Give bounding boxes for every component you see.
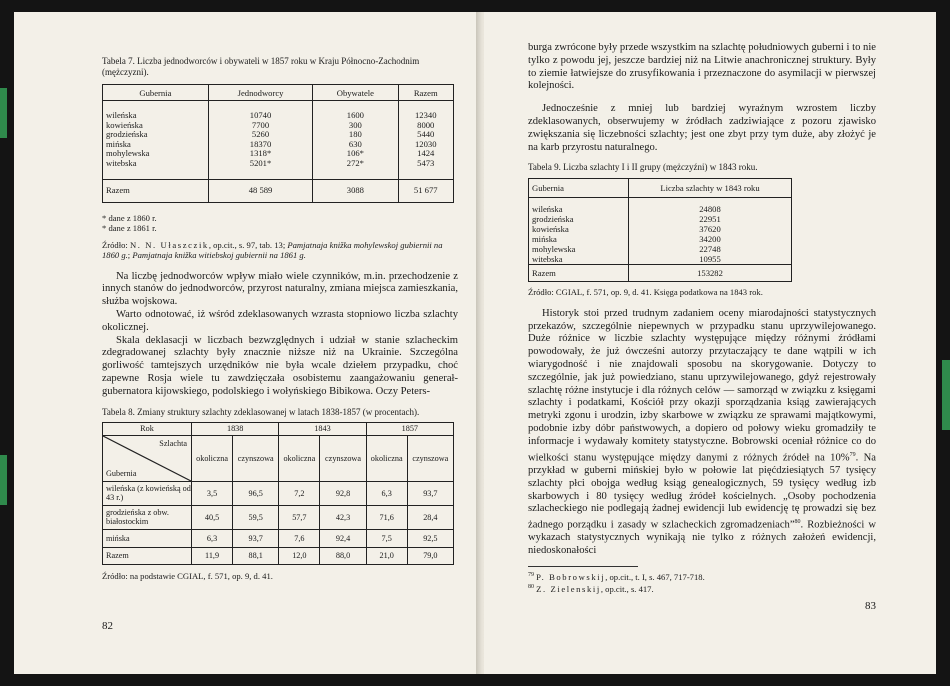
page-number: 83 xyxy=(865,600,876,612)
footnote-ref: 79 xyxy=(849,451,856,458)
table-row: wileńska 24808 xyxy=(529,204,792,214)
table-header: 1843 xyxy=(279,422,366,435)
table-header: Gubernia xyxy=(529,179,629,198)
table-header: Razem xyxy=(398,85,454,101)
footnote-ref: 80 xyxy=(794,519,801,526)
table-header: Rok xyxy=(103,422,192,435)
table-row: witebska 10955 xyxy=(529,254,792,265)
table-row: mińska 18370 630 12030 xyxy=(103,140,454,150)
table-row: wileńska 10740 1600 12340 xyxy=(103,111,454,121)
right-page xyxy=(484,12,936,674)
table-row: mińska 34200 xyxy=(529,234,792,244)
table-row: wileńska (z kowieńską od 43 r.) 3,5 96,5 7,2 92,8 6,3 93,7 xyxy=(103,481,454,505)
table-note: * dane z 1861 r. xyxy=(102,223,157,234)
body-text xyxy=(528,308,876,558)
table8 xyxy=(102,422,454,565)
table-header: Jednodworcy xyxy=(208,85,312,101)
page-number: 82 xyxy=(102,620,113,632)
page-tab-marker xyxy=(942,360,950,430)
table-header: Liczba szlachty w 1843 roku xyxy=(629,179,792,198)
table-total-row: Razem 11,9 88,1 12,0 88,0 21,0 79,0 xyxy=(103,547,454,564)
body-text xyxy=(102,271,458,399)
footnote: $^{80}$ Z. Zielenskij, op.cit., s. 417. xyxy=(528,584,654,595)
table-header: Obywatele xyxy=(313,85,398,101)
table-row: mohylewska 1318* 106* 1424 xyxy=(103,149,454,159)
table-note: * dane z 1860 r. xyxy=(102,212,157,223)
table-row: grodzieńska 5260 180 5440 xyxy=(103,130,454,140)
footnote: $^{79}$ P. Bobrowskij, op.cit., t. I, s. 467, 717-718. xyxy=(528,571,705,582)
table9-source: Źródło: CGIAL, f. 571, op. 9, d. 41. Księga podatkowa na 1843 rok. xyxy=(528,287,763,298)
table-row: witebska 5201* 272* 5473 xyxy=(103,159,454,169)
table8-source: Źródło: na podstawie CGIAL, f. 571, op. 9, d. 41. xyxy=(102,570,273,581)
table-header: okoliczna xyxy=(366,435,407,481)
paragraph: Jednocześnie z mniej lub bardziej wyraźnym wzrostem liczby zdeklasowanych, obserwujemy w źródłach zadziwiające z pozoru zjawisko zwiększania się liczebności szlachty; jest one zbyt przy tym duże, aby złożyć je na karb przyrostu naturalnego. xyxy=(528,103,876,153)
table-row: mińska 6,3 93,7 7,6 92,4 7,5 92,5 xyxy=(103,529,454,547)
table-row: grodzieńska z obw. białostockim 40,5 59,5 57,7 42,3 71,6 28,4 xyxy=(103,505,454,529)
paragraph: Skala deklasacji w liczbach bezwzględnych i udział w stanie szlacheckim zdegradowanej szlachty były znacznie niższe niż na Ukrainie. Szczególna gorliwość tamtejszych urzędników nie była wcale dziełem przypadku, choć zapewne Rosja wiele tu zawdzięczała osobistemu zaangażowaniu generał-gubernatora kijowskiego, podolskiego i wołyńskiego Bibikowa. Oczy Peters- xyxy=(102,334,458,397)
table-header: czynszowa xyxy=(320,435,366,481)
table-total-row: Razem 48 589 3088 51 677 xyxy=(103,179,454,202)
table7-source: Źródło: N. N. Ułaszczik, op.cit., s. 97, tab. 13; Pamjatnaja knižka mohylewskoj gubiernii na 1860 g.; Pamjatnaja knižka witiebskoj gubiernii na 1861 g. xyxy=(102,239,443,261)
table-header: 1838 xyxy=(192,422,279,435)
table-header: czynszowa xyxy=(233,435,279,481)
table-row: kowieńska 37620 xyxy=(529,224,792,234)
table-total-row: Razem 153282 xyxy=(529,265,792,282)
table-header: czynszowa xyxy=(407,435,453,481)
paragraph: burga zwrócone były przede wszystkim na szlachtę południowych guberni i to nie tylko z powodu jej, jeszcze bardziej niż na Litwie anachronicznej struktury. Były to ziemie łatwiejsze do zrusyfikowania i przeznaczone do asymilacji w pierwszej kolejności. xyxy=(528,42,876,92)
paragraph: Historyk stoi przed trudnym zadaniem oceny miarodajności statystycznych przekazów, szczególnie niepewnych w przypadku stanu uprzywilejowanego. Duże różnice w liczbie szlachty występujące między różnymi źródłami powodowały, że już ówcześni autorzy przytaczający te dane wątpili w ich wiarygodność i nie znajdowali sposobu na skorygowanie. Dotyczy to szczególnie, jak już powiedziano, stanu uprzywilejowanego, gdyż rejestrowały szlachtę różne instytucje i dla różnych celów — samorząd w związku z księgami szlachty i podatkami, Kościół przy okazji sporządzania ksiąg zawierających metryki zgonu i urodzin, izby skarbowe w związku ze sprawami majątkowymi, podobnie izby dóbr państwowych, a dopiero od połowy wieku gromadziły te informacje i wydawały komitety statystyczne. Bobrowski oceniał różnice co do wielkości stanu występujące między danymi z różnych źródeł na 10%$^{79}$. Na przykład w guberni mińskiej było w połowie lat pięćdziesiątych 57 tysięcy szlachty płci obojga według ksiąg genealogicznych, 59 tysięcy według izb skarbowych i 80 tysięcy według źródeł kościelnych. „Osoby pochodzenia szlacheckiego nie podlegają żadnej ewidencji lub ewidencję tę prowadzi się bez żadnego porządku i zasady w szlacheckich zgromadzeniach”$^{80}$. Rozbieżności w wykazach statystycznych wynikają nie tylko z różnych założeń ewidencji, niedoskonałości xyxy=(528,307,876,557)
table9 xyxy=(528,178,792,282)
page-tab-marker xyxy=(0,455,7,505)
table-header: okoliczna xyxy=(192,435,233,481)
table-header: okoliczna xyxy=(279,435,320,481)
table-header: Gubernia xyxy=(103,85,209,101)
footnote-separator xyxy=(528,566,638,567)
page-tab-marker xyxy=(0,88,7,138)
table-row: mohylewska 22748 xyxy=(529,244,792,254)
left-page xyxy=(14,12,482,674)
table-row: grodzieńska 22951 xyxy=(529,214,792,224)
table9-caption: Tabela 9. Liczba szlachty I i II grupy (mężczyźni) w 1843 roku. xyxy=(528,162,758,173)
table-corner-header: Szlachta Gubernia xyxy=(103,435,192,481)
table7 xyxy=(102,84,454,203)
table7-caption: Tabela 7. Liczba jednodworców i obywateli w 1857 roku w Kraju Północno-Zachodnim (mężczyzni). xyxy=(102,56,420,77)
paragraph: Warto odnotować, iż wśród zdeklasowanych wzrasta stopniowo liczba szlachty okolicznej. xyxy=(102,308,458,333)
table8-caption: Tabela 8. Zmiany struktury szlachty zdeklasowanej w latach 1838-1857 (w procentach). xyxy=(102,406,420,417)
paragraph: Na liczbę jednodworców wpływ miało wiele czynników, m.in. przechodzenie z innych stanów do jednodworców, przyrost naturalny, zmiana miejsca zamieszkania, służba wojskowa. xyxy=(102,270,458,308)
body-text xyxy=(528,42,876,154)
table-row: kowieńska 7700 300 8000 xyxy=(103,121,454,131)
table-header: 1857 xyxy=(366,422,453,435)
